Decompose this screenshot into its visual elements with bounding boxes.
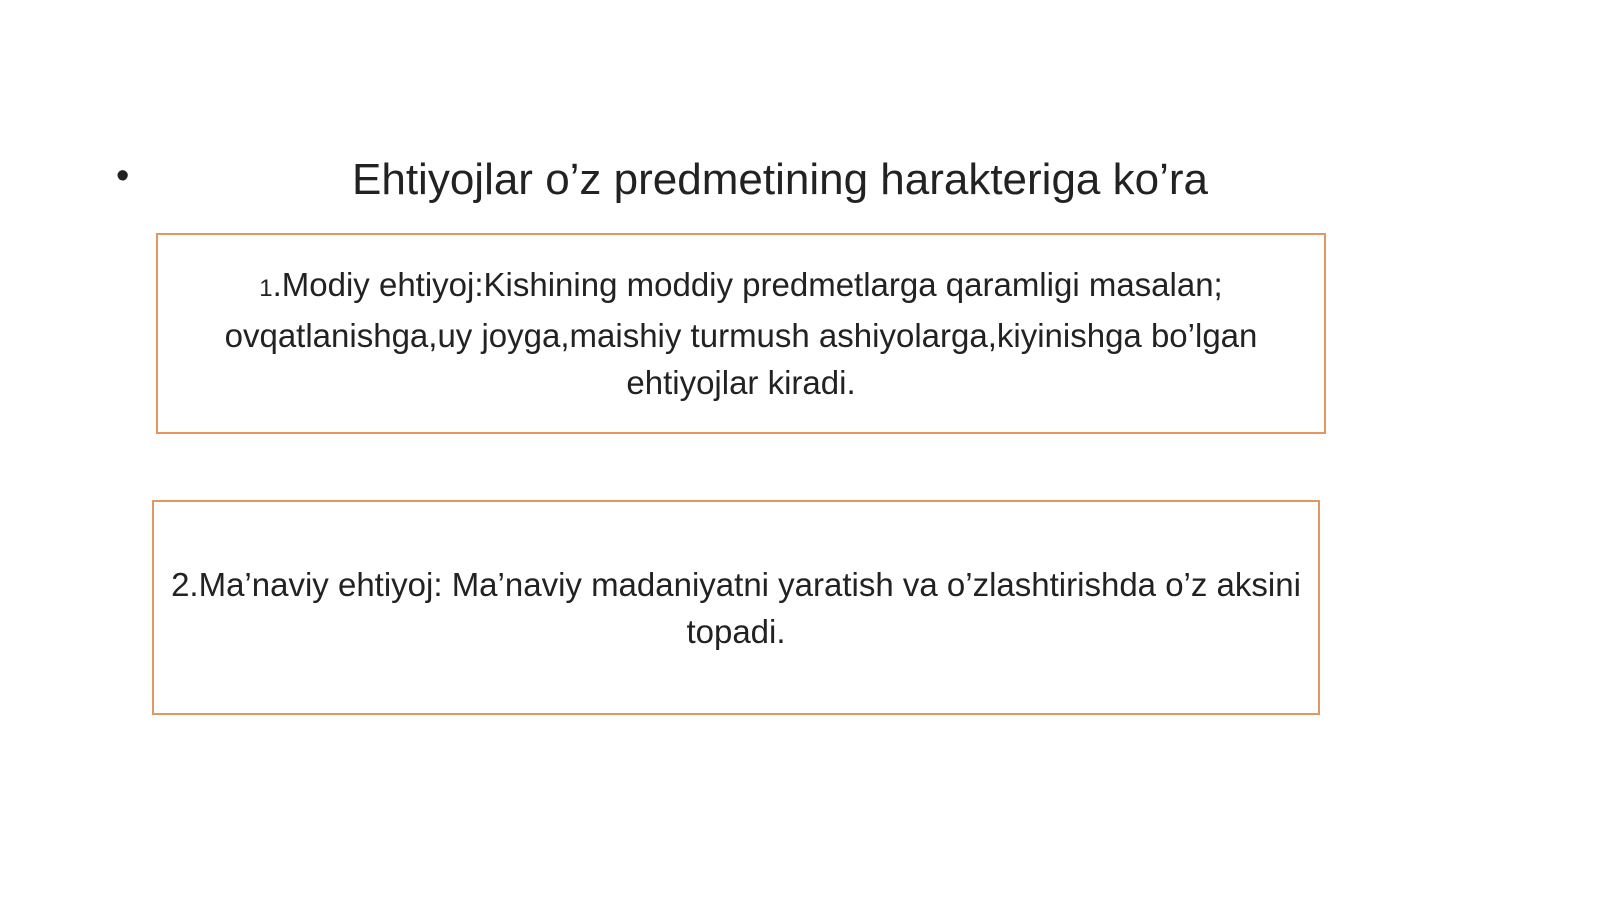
material-need-number: 1 bbox=[259, 275, 273, 302]
spiritual-need-text: 2.Ma’naviy ehtiyoj: Ma’naviy madaniyatni yaratish va o’zlashtirishda o’z aksini topadi. bbox=[171, 565, 1301, 650]
material-need-description: .Modiy ehtiyoj:Kishining moddiy predmetlarga qaramligi masalan; ovqatlanishga,uy joyga,maishiy turmush ashiyolarga,kiyinishga bo’lgan ehtiyojlar kiradi. bbox=[224, 266, 1258, 401]
material-need-text bbox=[172, 261, 1310, 406]
material-need-box bbox=[156, 233, 1326, 434]
spiritual-need-box bbox=[152, 500, 1320, 715]
bullet-point: • bbox=[116, 155, 130, 197]
slide-title: Ehtiyojlar o’z predmetining harakteriga ko’ra bbox=[352, 155, 1208, 204]
